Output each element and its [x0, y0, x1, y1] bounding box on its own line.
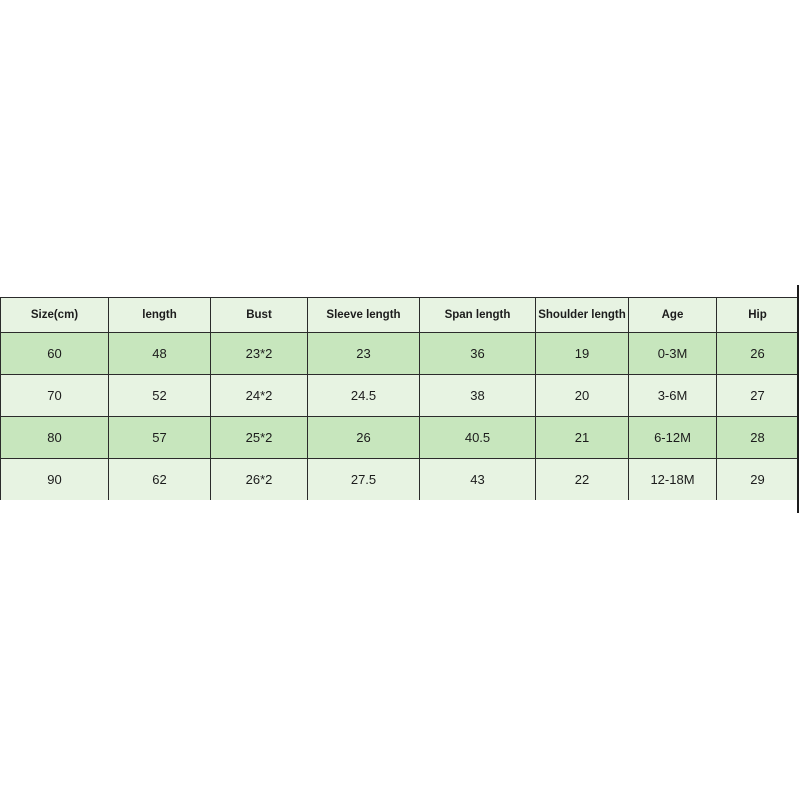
- cell-size: 90: [1, 459, 109, 501]
- cell-hip: 26: [717, 333, 799, 375]
- cell-shoulder-length: 19: [536, 333, 629, 375]
- header-length: length: [109, 298, 211, 333]
- cell-age: 0-3M: [629, 333, 717, 375]
- cell-length: 57: [109, 417, 211, 459]
- cell-sleeve-length: 24.5: [308, 375, 420, 417]
- cell-length: 48: [109, 333, 211, 375]
- cell-sleeve-length: 23: [308, 333, 420, 375]
- cell-age: 12-18M: [629, 459, 717, 501]
- table-row: [1, 333, 799, 375]
- cell-sleeve-length: 27.5: [308, 459, 420, 501]
- header-age: Age: [629, 298, 717, 333]
- cell-hip: 28: [717, 417, 799, 459]
- table-row: [1, 417, 799, 459]
- cell-hip: 29: [717, 459, 799, 501]
- table-row: [1, 459, 799, 501]
- cell-span-length: 40.5: [420, 417, 536, 459]
- header-bust: Bust: [211, 298, 308, 333]
- size-chart-table: [0, 297, 799, 500]
- cell-size: 80: [1, 417, 109, 459]
- header-shoulder-length: Shoulder length: [536, 298, 629, 333]
- cell-age: 6-12M: [629, 417, 717, 459]
- header-span-length: Span length: [420, 298, 536, 333]
- cell-bust: 26*2: [211, 459, 308, 501]
- cell-hip: 27: [717, 375, 799, 417]
- cell-bust: 24*2: [211, 375, 308, 417]
- cell-size: 60: [1, 333, 109, 375]
- cell-age: 3-6M: [629, 375, 717, 417]
- cell-sleeve-length: 26: [308, 417, 420, 459]
- cell-length: 52: [109, 375, 211, 417]
- cell-bust: 23*2: [211, 333, 308, 375]
- header-size: Size(cm): [1, 298, 109, 333]
- header-hip: Hip: [717, 298, 799, 333]
- cell-shoulder-length: 22: [536, 459, 629, 501]
- table-right-border: [797, 285, 799, 513]
- cell-bust: 25*2: [211, 417, 308, 459]
- cell-shoulder-length: 20: [536, 375, 629, 417]
- table-row: [1, 375, 799, 417]
- cell-length: 62: [109, 459, 211, 501]
- cell-size: 70: [1, 375, 109, 417]
- cell-span-length: 43: [420, 459, 536, 501]
- cell-shoulder-length: 21: [536, 417, 629, 459]
- table-header-row: [1, 298, 799, 333]
- cell-span-length: 36: [420, 333, 536, 375]
- cell-span-length: 38: [420, 375, 536, 417]
- header-sleeve-length: Sleeve length: [308, 298, 420, 333]
